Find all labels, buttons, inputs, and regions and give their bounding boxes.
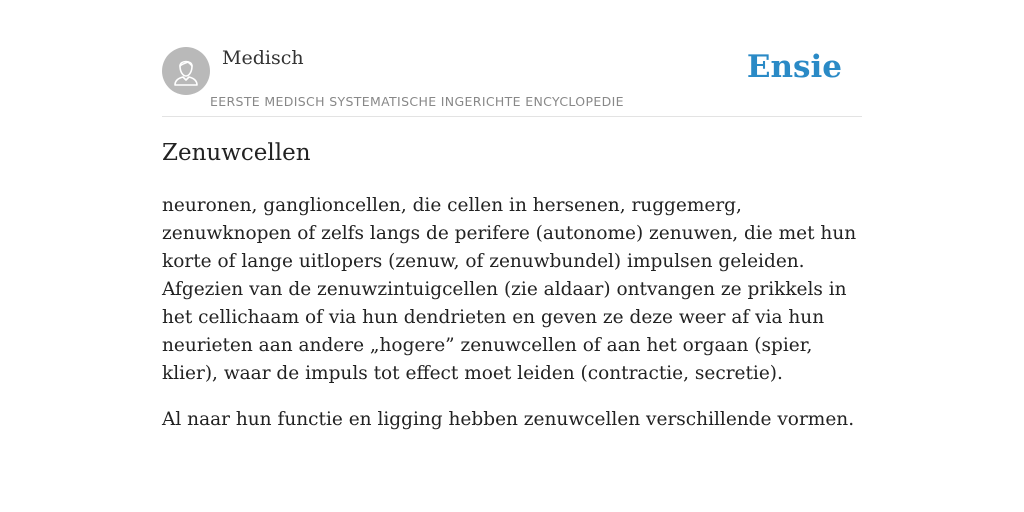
header xyxy=(162,0,862,117)
source-name-link[interactable]: Medisch xyxy=(222,47,304,69)
ensie-logo[interactable]: Ensie xyxy=(746,49,842,85)
page-title: Zenuwcellen xyxy=(162,140,311,166)
source-subtitle: EERSTE MEDISCH SYSTEMATISCHE INGERICHTE ENCYCLOPEDIE xyxy=(210,94,624,109)
article-paragraph: Al naar hun functie en ligging hebben zenuwcellen verschillende vormen. xyxy=(162,409,855,430)
article-body xyxy=(162,192,862,452)
user-avatar-icon[interactable] xyxy=(162,47,210,95)
page-container xyxy=(162,0,862,430)
article-paragraph: neuronen, ganglioncellen, die cellen in hersenen, ruggemerg, zenuwknopen of zelfs langs de perifere (autonome) zenuwen, die met hun korte of lange uitlopers (zenuw, of zenuwbundel) impulsen geleiden. Afgezien van de zenuwzintuigcellen (zie aldaar) ontvangen ze prikkels in het cellichaam of via hun dendrieten en geven ze deze weer af via hun neurieten aan andere „hogere” zenuwcellen of aan het orgaan (spier, klier), waar de impuls tot effect moet leiden (contractie, secretie). xyxy=(162,195,857,384)
